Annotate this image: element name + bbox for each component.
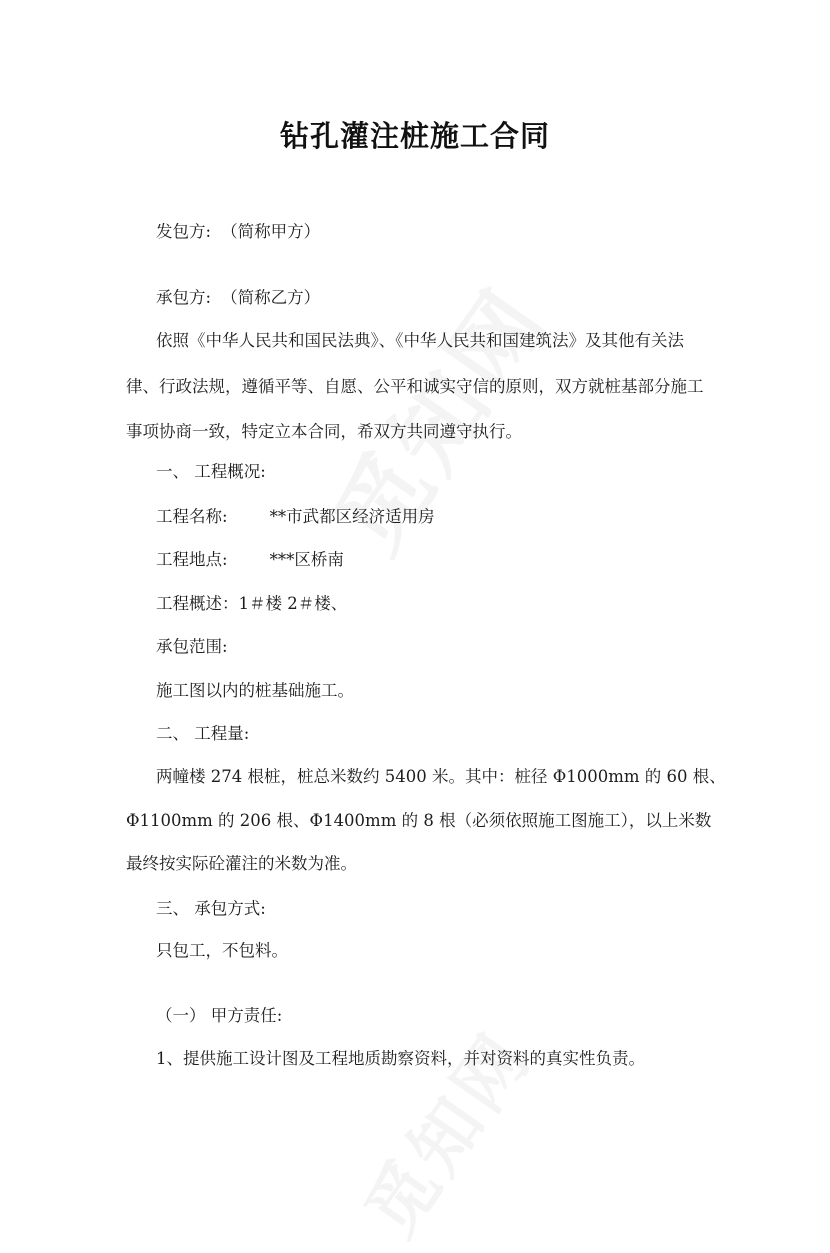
quantity-line-3: 最终按实际砼灌注的米数为准。: [126, 854, 357, 873]
section-2-heading: 二、 工程量:: [156, 724, 250, 743]
party-a-duty-heading: （一） 甲方责任:: [156, 1006, 283, 1025]
preamble-line-2: 律、行政法规，遵循平等、自愿、公平和诚实守信的原则，双方就桩基部分施工: [126, 377, 704, 396]
project-name-label: 工程名称:: [156, 507, 228, 526]
preamble-line-1: 依照《中华人民共和国民法典》、《中华人民共和国建筑法》及其他有关法: [156, 331, 684, 350]
party-b-note: （简称乙方）: [221, 288, 321, 307]
party-a-duty-item-1: 1、提供施工设计图及工程地质勘察资料，并对资料的真实性负责。: [156, 1049, 645, 1068]
project-name-value: **市武都区经济适用房: [269, 507, 435, 526]
watermark-lower: [337, 1008, 551, 1253]
scope-label: 承包范围:: [156, 637, 228, 656]
quantity-line-2: Φ1100mm 的 206 根、Φ1400mm 的 8 根（必须依照施工图施工），以上米数: [126, 811, 712, 830]
party-a-label: 发包方:: [156, 222, 212, 241]
party-a-note: （简称甲方）: [221, 222, 321, 241]
section-1-heading: 一、 工程概况:: [156, 462, 266, 481]
party-b-label: 承包方:: [156, 288, 212, 307]
contract-mode: 只包工，不包料。: [156, 941, 288, 960]
scope-value: 施工图以内的桩基础施工。: [156, 681, 354, 700]
section-3-heading: 三、 承包方式:: [156, 899, 266, 918]
party-a-line: [156, 220, 320, 244]
project-site-label: 工程地点:: [156, 550, 228, 569]
project-name-line: [156, 505, 435, 529]
project-overview: 工程概述：1＃楼 2＃楼、: [156, 594, 348, 613]
preamble-line-3: 事项协商一致，特定立本合同，希双方共同遵守执行。: [126, 422, 522, 441]
project-site-line: [156, 548, 344, 572]
party-b-line: [156, 286, 320, 310]
document-title: 钻孔灌注桩施工合同: [279, 119, 550, 153]
project-site-value: ***区桥南: [269, 550, 344, 569]
quantity-line-1: 两幢楼 274 根桩，桩总米数约 5400 米。其中：桩径 Φ1000mm 的 60 根、: [156, 767, 726, 786]
